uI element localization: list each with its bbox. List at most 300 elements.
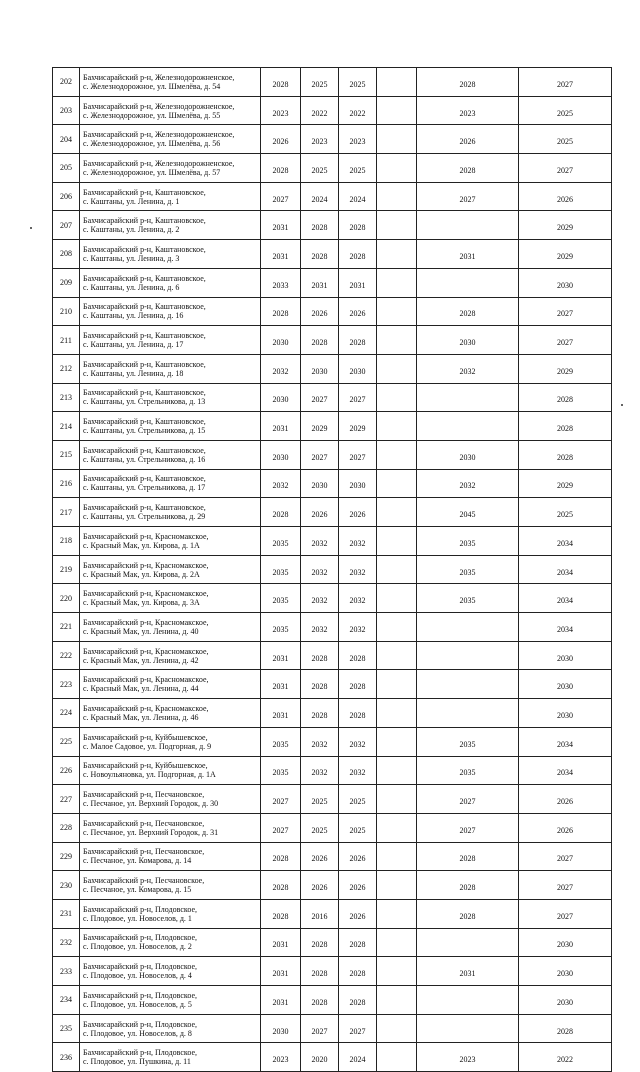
row-number: 206 (53, 182, 80, 211)
scan-speck (30, 227, 32, 229)
year-cell-y6: 2028 (519, 383, 612, 412)
table-body (53, 68, 612, 1072)
year-cell-y5 (417, 383, 519, 412)
year-cell-y2: 2027 (301, 440, 339, 469)
year-cell-y2: 2026 (301, 871, 339, 900)
row-number: 220 (53, 584, 80, 613)
year-cell-y4 (377, 211, 417, 240)
year-cell-y3: 2022 (339, 96, 377, 125)
table-row (53, 928, 612, 957)
row-number: 214 (53, 412, 80, 441)
row-number: 224 (53, 699, 80, 728)
year-cell-y3: 2032 (339, 727, 377, 756)
year-cell-y3: 2025 (339, 813, 377, 842)
year-cell-y3: 2032 (339, 527, 377, 556)
address-cell (80, 440, 261, 469)
table-row (53, 957, 612, 986)
address-line-1: Бахчисарайский р-н, Куйбышевское, (83, 732, 208, 742)
row-number: 221 (53, 613, 80, 642)
address-line-1: Бахчисарайский р-н, Каштановское, (83, 445, 206, 455)
year-cell-y1: 2035 (261, 756, 301, 785)
row-number: 213 (53, 383, 80, 412)
address-line-2: с. Плодовое, ул. Пушкина, д. 11 (83, 1057, 191, 1067)
address-line-2: с. Плодовое, ул. Новоселов, д. 4 (83, 971, 192, 981)
address-line-2: с. Каштаны, ул. Стрельникова, д. 29 (83, 512, 206, 522)
table-row (53, 297, 612, 326)
year-cell-y4 (377, 125, 417, 154)
row-number: 231 (53, 899, 80, 928)
year-cell-y1: 2027 (261, 182, 301, 211)
address-cell (80, 125, 261, 154)
year-cell-y3: 2032 (339, 584, 377, 613)
year-cell-y1: 2031 (261, 928, 301, 957)
year-cell-y1: 2027 (261, 813, 301, 842)
row-number: 204 (53, 125, 80, 154)
year-cell-y1: 2035 (261, 527, 301, 556)
row-number: 233 (53, 957, 80, 986)
row-number: 235 (53, 1014, 80, 1043)
table-row (53, 125, 612, 154)
year-cell-y1: 2028 (261, 871, 301, 900)
year-cell-y2: 2027 (301, 1014, 339, 1043)
address-cell (80, 957, 261, 986)
year-cell-y6: 2027 (519, 899, 612, 928)
row-number: 203 (53, 96, 80, 125)
address-line-2: с. Красный Мак, ул. Ленина, д. 42 (83, 655, 199, 665)
year-cell-y1: 2031 (261, 211, 301, 240)
year-cell-y4 (377, 326, 417, 355)
address-line-2: с. Красный Мак, ул. Ленина, д. 40 (83, 626, 199, 636)
year-cell-y2: 2028 (301, 699, 339, 728)
year-cell-y3: 2029 (339, 412, 377, 441)
table-row (53, 699, 612, 728)
year-cell-y5: 2023 (417, 1043, 519, 1072)
address-cell (80, 986, 261, 1015)
address-line-2: с. Песчаное, ул. Верхний Городок, д. 30 (83, 799, 219, 809)
year-cell-y4 (377, 842, 417, 871)
year-cell-y3: 2027 (339, 383, 377, 412)
table-row (53, 1043, 612, 1072)
address-cell (80, 785, 261, 814)
row-number: 215 (53, 440, 80, 469)
address-line-1: Бахчисарайский р-н, Красномакское, (83, 531, 209, 541)
row-number: 230 (53, 871, 80, 900)
address-line-1: Бахчисарайский р-н, Красномакское, (83, 589, 209, 599)
year-cell-y4 (377, 785, 417, 814)
address-line-1: Бахчисарайский р-н, Каштановское, (83, 388, 206, 398)
year-cell-y5 (417, 670, 519, 699)
year-cell-y5 (417, 1014, 519, 1043)
year-cell-y3: 2028 (339, 928, 377, 957)
year-cell-y5: 2032 (417, 354, 519, 383)
year-cell-y2: 2025 (301, 785, 339, 814)
address-line-1: Бахчисарайский р-н, Плодовское, (83, 1048, 198, 1058)
year-cell-y2: 2028 (301, 986, 339, 1015)
address-line-1: Бахчисарайский р-н, Каштановское, (83, 273, 206, 283)
year-cell-y4 (377, 957, 417, 986)
year-cell-y6: 2025 (519, 96, 612, 125)
address-cell (80, 584, 261, 613)
table-row (53, 240, 612, 269)
year-cell-y2: 2026 (301, 297, 339, 326)
year-cell-y2: 2026 (301, 498, 339, 527)
year-cell-y5: 2035 (417, 555, 519, 584)
year-cell-y2: 2020 (301, 1043, 339, 1072)
year-cell-y3: 2032 (339, 613, 377, 642)
address-line-2: с. Плодовое, ул. Новоселов, д. 8 (83, 1028, 192, 1038)
address-line-2: с. Каштаны, ул. Ленина, д. 16 (83, 311, 184, 321)
table-row (53, 613, 612, 642)
row-number: 227 (53, 785, 80, 814)
year-cell-y6: 2030 (519, 641, 612, 670)
year-cell-y6: 2034 (519, 527, 612, 556)
address-cell (80, 613, 261, 642)
address-line-2: с. Железнодорожное, ул. Шмелёва, д. 54 (83, 81, 221, 91)
table-row (53, 498, 612, 527)
year-cell-y5: 2028 (417, 68, 519, 97)
address-line-2: с. Плодовое, ул. Новоселов, д. 2 (83, 942, 192, 952)
year-cell-y5: 2027 (417, 785, 519, 814)
address-line-1: Бахчисарайский р-н, Плодовское, (83, 904, 198, 914)
row-number: 209 (53, 268, 80, 297)
address-cell (80, 469, 261, 498)
year-cell-y2: 2026 (301, 842, 339, 871)
year-cell-y3: 2032 (339, 756, 377, 785)
address-line-1: Бахчисарайский р-н, Каштановское, (83, 187, 206, 197)
year-cell-y2: 2023 (301, 125, 339, 154)
scan-speck (621, 404, 623, 406)
year-cell-y3: 2027 (339, 1014, 377, 1043)
address-cell (80, 871, 261, 900)
year-cell-y4 (377, 68, 417, 97)
row-number: 208 (53, 240, 80, 269)
address-cell (80, 96, 261, 125)
address-line-1: Бахчисарайский р-н, Песчановское, (83, 876, 205, 886)
address-cell (80, 326, 261, 355)
row-number: 229 (53, 842, 80, 871)
address-cell (80, 527, 261, 556)
year-cell-y2: 2028 (301, 641, 339, 670)
table-row (53, 412, 612, 441)
address-cell (80, 1043, 261, 1072)
table-row (53, 154, 612, 183)
year-cell-y5 (417, 928, 519, 957)
year-cell-y6: 2027 (519, 154, 612, 183)
year-cell-y4 (377, 240, 417, 269)
row-number: 207 (53, 211, 80, 240)
year-cell-y3: 2030 (339, 469, 377, 498)
address-cell (80, 928, 261, 957)
year-cell-y5: 2035 (417, 584, 519, 613)
address-cell (80, 899, 261, 928)
year-cell-y3: 2025 (339, 785, 377, 814)
row-number: 226 (53, 756, 80, 785)
year-cell-y2: 2028 (301, 928, 339, 957)
year-cell-y4 (377, 354, 417, 383)
housing-register-table (52, 67, 612, 1072)
address-line-1: Бахчисарайский р-н, Куйбышевское, (83, 761, 208, 771)
year-cell-y5: 2028 (417, 842, 519, 871)
year-cell-y4 (377, 297, 417, 326)
address-line-1: Бахчисарайский р-н, Железнодорожненское, (83, 130, 235, 140)
table-row (53, 211, 612, 240)
year-cell-y2: 2032 (301, 584, 339, 613)
year-cell-y6: 2026 (519, 182, 612, 211)
address-cell (80, 498, 261, 527)
address-line-2: с. Плодовое, ул. Новоселов, д. 1 (83, 913, 192, 923)
year-cell-y6: 2030 (519, 928, 612, 957)
year-cell-y2: 2028 (301, 211, 339, 240)
address-line-2: с. Каштаны, ул. Ленина, д. 6 (83, 282, 180, 292)
year-cell-y1: 2028 (261, 498, 301, 527)
year-cell-y2: 2032 (301, 727, 339, 756)
year-cell-y2: 2030 (301, 469, 339, 498)
table-row (53, 555, 612, 584)
table-row (53, 670, 612, 699)
year-cell-y5: 2035 (417, 727, 519, 756)
year-cell-y6: 2029 (519, 469, 612, 498)
address-line-1: Бахчисарайский р-н, Песчановское, (83, 790, 205, 800)
year-cell-y2: 2024 (301, 182, 339, 211)
year-cell-y1: 2031 (261, 412, 301, 441)
year-cell-y2: 2027 (301, 383, 339, 412)
table-row (53, 727, 612, 756)
year-cell-y2: 2016 (301, 899, 339, 928)
year-cell-y2: 2025 (301, 68, 339, 97)
year-cell-y3: 2024 (339, 1043, 377, 1072)
year-cell-y6: 2030 (519, 268, 612, 297)
year-cell-y3: 2028 (339, 699, 377, 728)
year-cell-y3: 2030 (339, 354, 377, 383)
address-line-2: с. Каштаны, ул. Стрельникова, д. 15 (83, 426, 206, 436)
address-line-1: Бахчисарайский р-н, Каштановское, (83, 359, 206, 369)
address-line-2: с. Малое Садовое, ул. Подгорная, д. 9 (83, 741, 212, 751)
year-cell-y3: 2024 (339, 182, 377, 211)
address-cell (80, 1014, 261, 1043)
year-cell-y4 (377, 871, 417, 900)
year-cell-y1: 2033 (261, 268, 301, 297)
address-line-2: с. Железнодорожное, ул. Шмелёва, д. 57 (83, 167, 221, 177)
address-cell (80, 412, 261, 441)
year-cell-y1: 2030 (261, 383, 301, 412)
year-cell-y5 (417, 613, 519, 642)
year-cell-y4 (377, 613, 417, 642)
address-cell (80, 297, 261, 326)
year-cell-y4 (377, 670, 417, 699)
year-cell-y5 (417, 986, 519, 1015)
year-cell-y2: 2022 (301, 96, 339, 125)
year-cell-y6: 2030 (519, 957, 612, 986)
year-cell-y5 (417, 699, 519, 728)
year-cell-y6: 2034 (519, 555, 612, 584)
year-cell-y4 (377, 527, 417, 556)
year-cell-y4 (377, 154, 417, 183)
address-line-2: с. Красный Мак, ул. Ленина, д. 46 (83, 712, 199, 722)
address-line-1: Бахчисарайский р-н, Плодовское, (83, 933, 198, 943)
address-line-1: Бахчисарайский р-н, Плодовское, (83, 962, 198, 972)
year-cell-y2: 2028 (301, 326, 339, 355)
address-line-2: с. Каштаны, ул. Ленина, д. 1 (83, 196, 180, 206)
year-cell-y4 (377, 383, 417, 412)
table-row (53, 756, 612, 785)
year-cell-y5: 2035 (417, 527, 519, 556)
table-row (53, 641, 612, 670)
address-line-1: Бахчисарайский р-н, Красномакское, (83, 560, 209, 570)
year-cell-y3: 2025 (339, 68, 377, 97)
address-cell (80, 699, 261, 728)
address-line-1: Бахчисарайский р-н, Каштановское, (83, 503, 206, 513)
year-cell-y6: 2026 (519, 785, 612, 814)
year-cell-y5: 2023 (417, 96, 519, 125)
table-row (53, 899, 612, 928)
year-cell-y5: 2027 (417, 182, 519, 211)
year-cell-y3: 2026 (339, 297, 377, 326)
address-line-1: Бахчисарайский р-н, Красномакское, (83, 675, 209, 685)
year-cell-y3: 2026 (339, 899, 377, 928)
year-cell-y6: 2026 (519, 813, 612, 842)
year-cell-y4 (377, 986, 417, 1015)
row-number: 218 (53, 527, 80, 556)
table-row (53, 268, 612, 297)
year-cell-y1: 2035 (261, 613, 301, 642)
year-cell-y6: 2025 (519, 498, 612, 527)
address-cell (80, 842, 261, 871)
address-line-1: Бахчисарайский р-н, Песчановское, (83, 847, 205, 857)
year-cell-y3: 2028 (339, 957, 377, 986)
year-cell-y2: 2029 (301, 412, 339, 441)
year-cell-y2: 2025 (301, 154, 339, 183)
row-number: 211 (53, 326, 80, 355)
year-cell-y5: 2045 (417, 498, 519, 527)
year-cell-y1: 2030 (261, 440, 301, 469)
year-cell-y1: 2035 (261, 727, 301, 756)
year-cell-y5: 2028 (417, 899, 519, 928)
year-cell-y1: 2027 (261, 785, 301, 814)
table-row (53, 96, 612, 125)
year-cell-y4 (377, 756, 417, 785)
year-cell-y3: 2028 (339, 670, 377, 699)
row-number: 205 (53, 154, 80, 183)
year-cell-y6: 2027 (519, 297, 612, 326)
address-line-2: с. Железнодорожное, ул. Шмелёва, д. 55 (83, 110, 221, 120)
year-cell-y6: 2029 (519, 354, 612, 383)
year-cell-y3: 2025 (339, 154, 377, 183)
address-line-2: с. Красный Мак, ул. Кирова, д. 2А (83, 569, 200, 579)
year-cell-y1: 2028 (261, 154, 301, 183)
year-cell-y6: 2029 (519, 211, 612, 240)
year-cell-y3: 2023 (339, 125, 377, 154)
row-number: 210 (53, 297, 80, 326)
year-cell-y3: 2026 (339, 498, 377, 527)
address-cell (80, 268, 261, 297)
year-cell-y3: 2028 (339, 326, 377, 355)
year-cell-y2: 2032 (301, 613, 339, 642)
year-cell-y4 (377, 440, 417, 469)
address-line-2: с. Каштаны, ул. Ленина, д. 2 (83, 225, 180, 235)
address-line-1: Бахчисарайский р-н, Железнодорожненское, (83, 101, 235, 111)
address-line-2: с. Песчаное, ул. Верхний Городок, д. 31 (83, 827, 219, 837)
year-cell-y2: 2028 (301, 957, 339, 986)
year-cell-y5: 2028 (417, 871, 519, 900)
year-cell-y6: 2030 (519, 986, 612, 1015)
address-line-1: Бахчисарайский р-н, Красномакское, (83, 703, 209, 713)
address-line-2: с. Каштаны, ул. Ленина, д. 3 (83, 253, 180, 263)
year-cell-y3: 2031 (339, 268, 377, 297)
table-row (53, 842, 612, 871)
table-row (53, 469, 612, 498)
row-number: 216 (53, 469, 80, 498)
address-line-1: Бахчисарайский р-н, Песчановское, (83, 818, 205, 828)
table-row (53, 326, 612, 355)
row-number: 234 (53, 986, 80, 1015)
year-cell-y1: 2023 (261, 96, 301, 125)
address-line-2: с. Песчаное, ул. Комарова, д. 14 (83, 856, 192, 866)
year-cell-y5: 2026 (417, 125, 519, 154)
year-cell-y4 (377, 1043, 417, 1072)
year-cell-y5: 2031 (417, 240, 519, 269)
year-cell-y6: 2022 (519, 1043, 612, 1072)
year-cell-y1: 2031 (261, 240, 301, 269)
address-line-2: с. Каштаны, ул. Ленина, д. 17 (83, 340, 184, 350)
year-cell-y5: 2035 (417, 756, 519, 785)
year-cell-y6: 2027 (519, 871, 612, 900)
year-cell-y5 (417, 412, 519, 441)
year-cell-y1: 2031 (261, 957, 301, 986)
address-cell (80, 555, 261, 584)
year-cell-y2: 2031 (301, 268, 339, 297)
year-cell-y5: 2028 (417, 297, 519, 326)
row-number: 223 (53, 670, 80, 699)
table-row (53, 1014, 612, 1043)
year-cell-y3: 2028 (339, 240, 377, 269)
address-cell (80, 211, 261, 240)
address-cell (80, 240, 261, 269)
year-cell-y4 (377, 182, 417, 211)
year-cell-y3: 2026 (339, 842, 377, 871)
address-line-2: с. Железнодорожное, ул. Шмелёва, д. 56 (83, 139, 221, 149)
year-cell-y1: 2026 (261, 125, 301, 154)
address-line-2: с. Каштаны, ул. Стрельникова, д. 16 (83, 454, 206, 464)
address-line-1: Бахчисарайский р-н, Каштановское, (83, 417, 206, 427)
year-cell-y4 (377, 469, 417, 498)
year-cell-y4 (377, 928, 417, 957)
row-number: 212 (53, 354, 80, 383)
address-line-2: с. Красный Мак, ул. Кирова, д. 1А (83, 540, 200, 550)
address-cell (80, 813, 261, 842)
address-line-2: с. Песчаное, ул. Комарова, д. 15 (83, 885, 192, 895)
year-cell-y6: 2034 (519, 756, 612, 785)
year-cell-y4 (377, 641, 417, 670)
year-cell-y2: 2028 (301, 240, 339, 269)
year-cell-y3: 2028 (339, 641, 377, 670)
year-cell-y5: 2027 (417, 813, 519, 842)
table-row (53, 813, 612, 842)
address-line-1: Бахчисарайский р-н, Плодовское, (83, 990, 198, 1000)
year-cell-y1: 2035 (261, 584, 301, 613)
year-cell-y5: 2030 (417, 440, 519, 469)
year-cell-y4 (377, 727, 417, 756)
year-cell-y2: 2032 (301, 555, 339, 584)
address-cell (80, 641, 261, 670)
address-line-1: Бахчисарайский р-н, Каштановское, (83, 302, 206, 312)
row-number: 225 (53, 727, 80, 756)
address-cell (80, 154, 261, 183)
table-row (53, 584, 612, 613)
year-cell-y1: 2030 (261, 326, 301, 355)
year-cell-y6: 2028 (519, 412, 612, 441)
year-cell-y3: 2026 (339, 871, 377, 900)
table-row (53, 182, 612, 211)
